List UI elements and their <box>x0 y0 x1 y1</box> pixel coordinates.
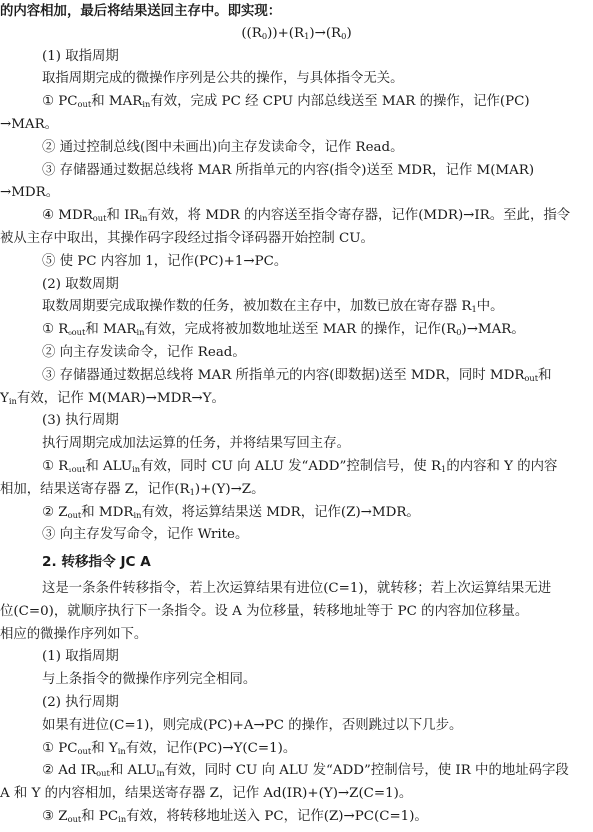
text-line: (2) 执行周期 <box>42 695 119 710</box>
text-line: →MAR。 <box>0 117 59 132</box>
text-line: ② Ad $IR_{out}$和 $ALU_{in}$有效，同时 CU 向 ALU 发“ADD”控制信号，使 IR 中的地址码字段 <box>42 763 569 779</box>
text-line: ③ 存储器通过数据总线将 MAR 所指单元的内容(即数据)送至 MDR，同时 $MDR_{out}$和 <box>42 367 552 383</box>
text-line: 位(C=0)，就顺序执行下一条指令。设 A 为位移量，转移地址等于 PC 的内容加位移量。 <box>0 603 529 619</box>
text-line: (1) 取指周期 <box>42 48 119 64</box>
text-line: ③ 存储器通过数据总线将 MAR 所指单元的内容(指令)送至 MDR，记作 M(MAR) <box>42 162 535 178</box>
text-line: $((R_0))+(R_1)\to(R_0)$ <box>241 25 352 41</box>
text-line: (2) 取数周期 <box>42 276 119 292</box>
text-line: $Y_{in}$有效，记作 M(MAR)→MDR→Y。 <box>0 390 225 406</box>
text-line: ② 向主存发读命令，记作 Read。 <box>42 345 246 360</box>
text-line: ① $PC_{out}$和 $Y_{in}$有效，记作(PC)→Y(C=1)。 <box>42 740 297 756</box>
text-line: (1) 取指周期 <box>42 649 119 665</box>
text-line: 的内容相加，最后将结果送回主存中。即实现： <box>0 3 282 19</box>
text-line: 取数周期要完成取操作数的任务，被加数在主存中，加数已放在寄存器 $R_1$中。 <box>42 299 504 315</box>
section-heading: 2. 转移指令 JC A <box>42 554 151 571</box>
text-line: ① $R_{_0out}$和 $MAR_{in}$有效，完成将被加数地址送至 MAR 的操作，记作$(R_0)\to MAR$。 <box>42 322 525 338</box>
text-line: 被从主存中取出，其操作码字段经过指令译码器开始控制 CU。 <box>0 231 374 246</box>
text-line: ③ $Z_{out}$和 $PC_{in}$有效，将转移地址送入 PC，记作(Z)→PC(C=1)。 <box>42 809 428 824</box>
text-line: 与上条指令的微操作序列完全相同。 <box>42 672 257 688</box>
text-line: 取指周期完成的微操作序列是公共的操作，与具体指令无关。 <box>42 71 404 87</box>
text-line: →MDR。 <box>0 185 60 201</box>
text-line: 相应的微操作序列如下。 <box>0 626 148 642</box>
text-line: ③ 向主存发写命令，记作 Write。 <box>42 527 249 543</box>
text-line: ① $PC_{out}$和 $MAR_{in}$有效，完成 PC 经 CPU 内部总线送至 MAR 的操作，记作(PC) <box>42 94 530 110</box>
text-line: 相加，结果送寄存器 Z，记作$(R_1)+(Y)\to Z$。 <box>0 481 265 497</box>
text-line: 这是一条条件转移指令，若上次运算结果有进位(C=1)，就转移；若上次运算结果无进 <box>42 581 552 596</box>
text-line: ④ $MDR_{out}$和 $IR_{in}$有效，将 MDR 的内容送至指令寄存器，记作(MDR)→IR。至此，指令 <box>42 208 571 224</box>
text-line: ② $Z_{out}$和 $MDR_{in}$有效，将运算结果送 MDR，记作(Z)→MDR。 <box>42 504 420 520</box>
text-line: 如果有进位(C=1)，则完成(PC)+A→PC 的操作，否则跳过以下几步。 <box>42 717 463 733</box>
text-line: A 和 Y 的内容相加，结果送寄存器 Z，记作 Ad(IR)+(Y)→Z(C=1)。 <box>0 786 413 802</box>
text-line: ② 通过控制总线(图中未画出)向主存发读命令，记作 Read。 <box>42 139 404 155</box>
text-line: ⑤ 使 PC 内容加 1，记作(PC)+1→PC。 <box>42 253 288 269</box>
text-line: ① $R_{_1out}$和 $ALU_{in}$有效，同时 CU 向 ALU 发“ADD”控制信号，使 $R_1$的内容和 Y 的内容 <box>42 459 558 474</box>
text-line: (3) 执行周期 <box>42 413 119 429</box>
text-line: 执行周期完成加法运算的任务，并将结果写回主存。 <box>42 436 350 452</box>
